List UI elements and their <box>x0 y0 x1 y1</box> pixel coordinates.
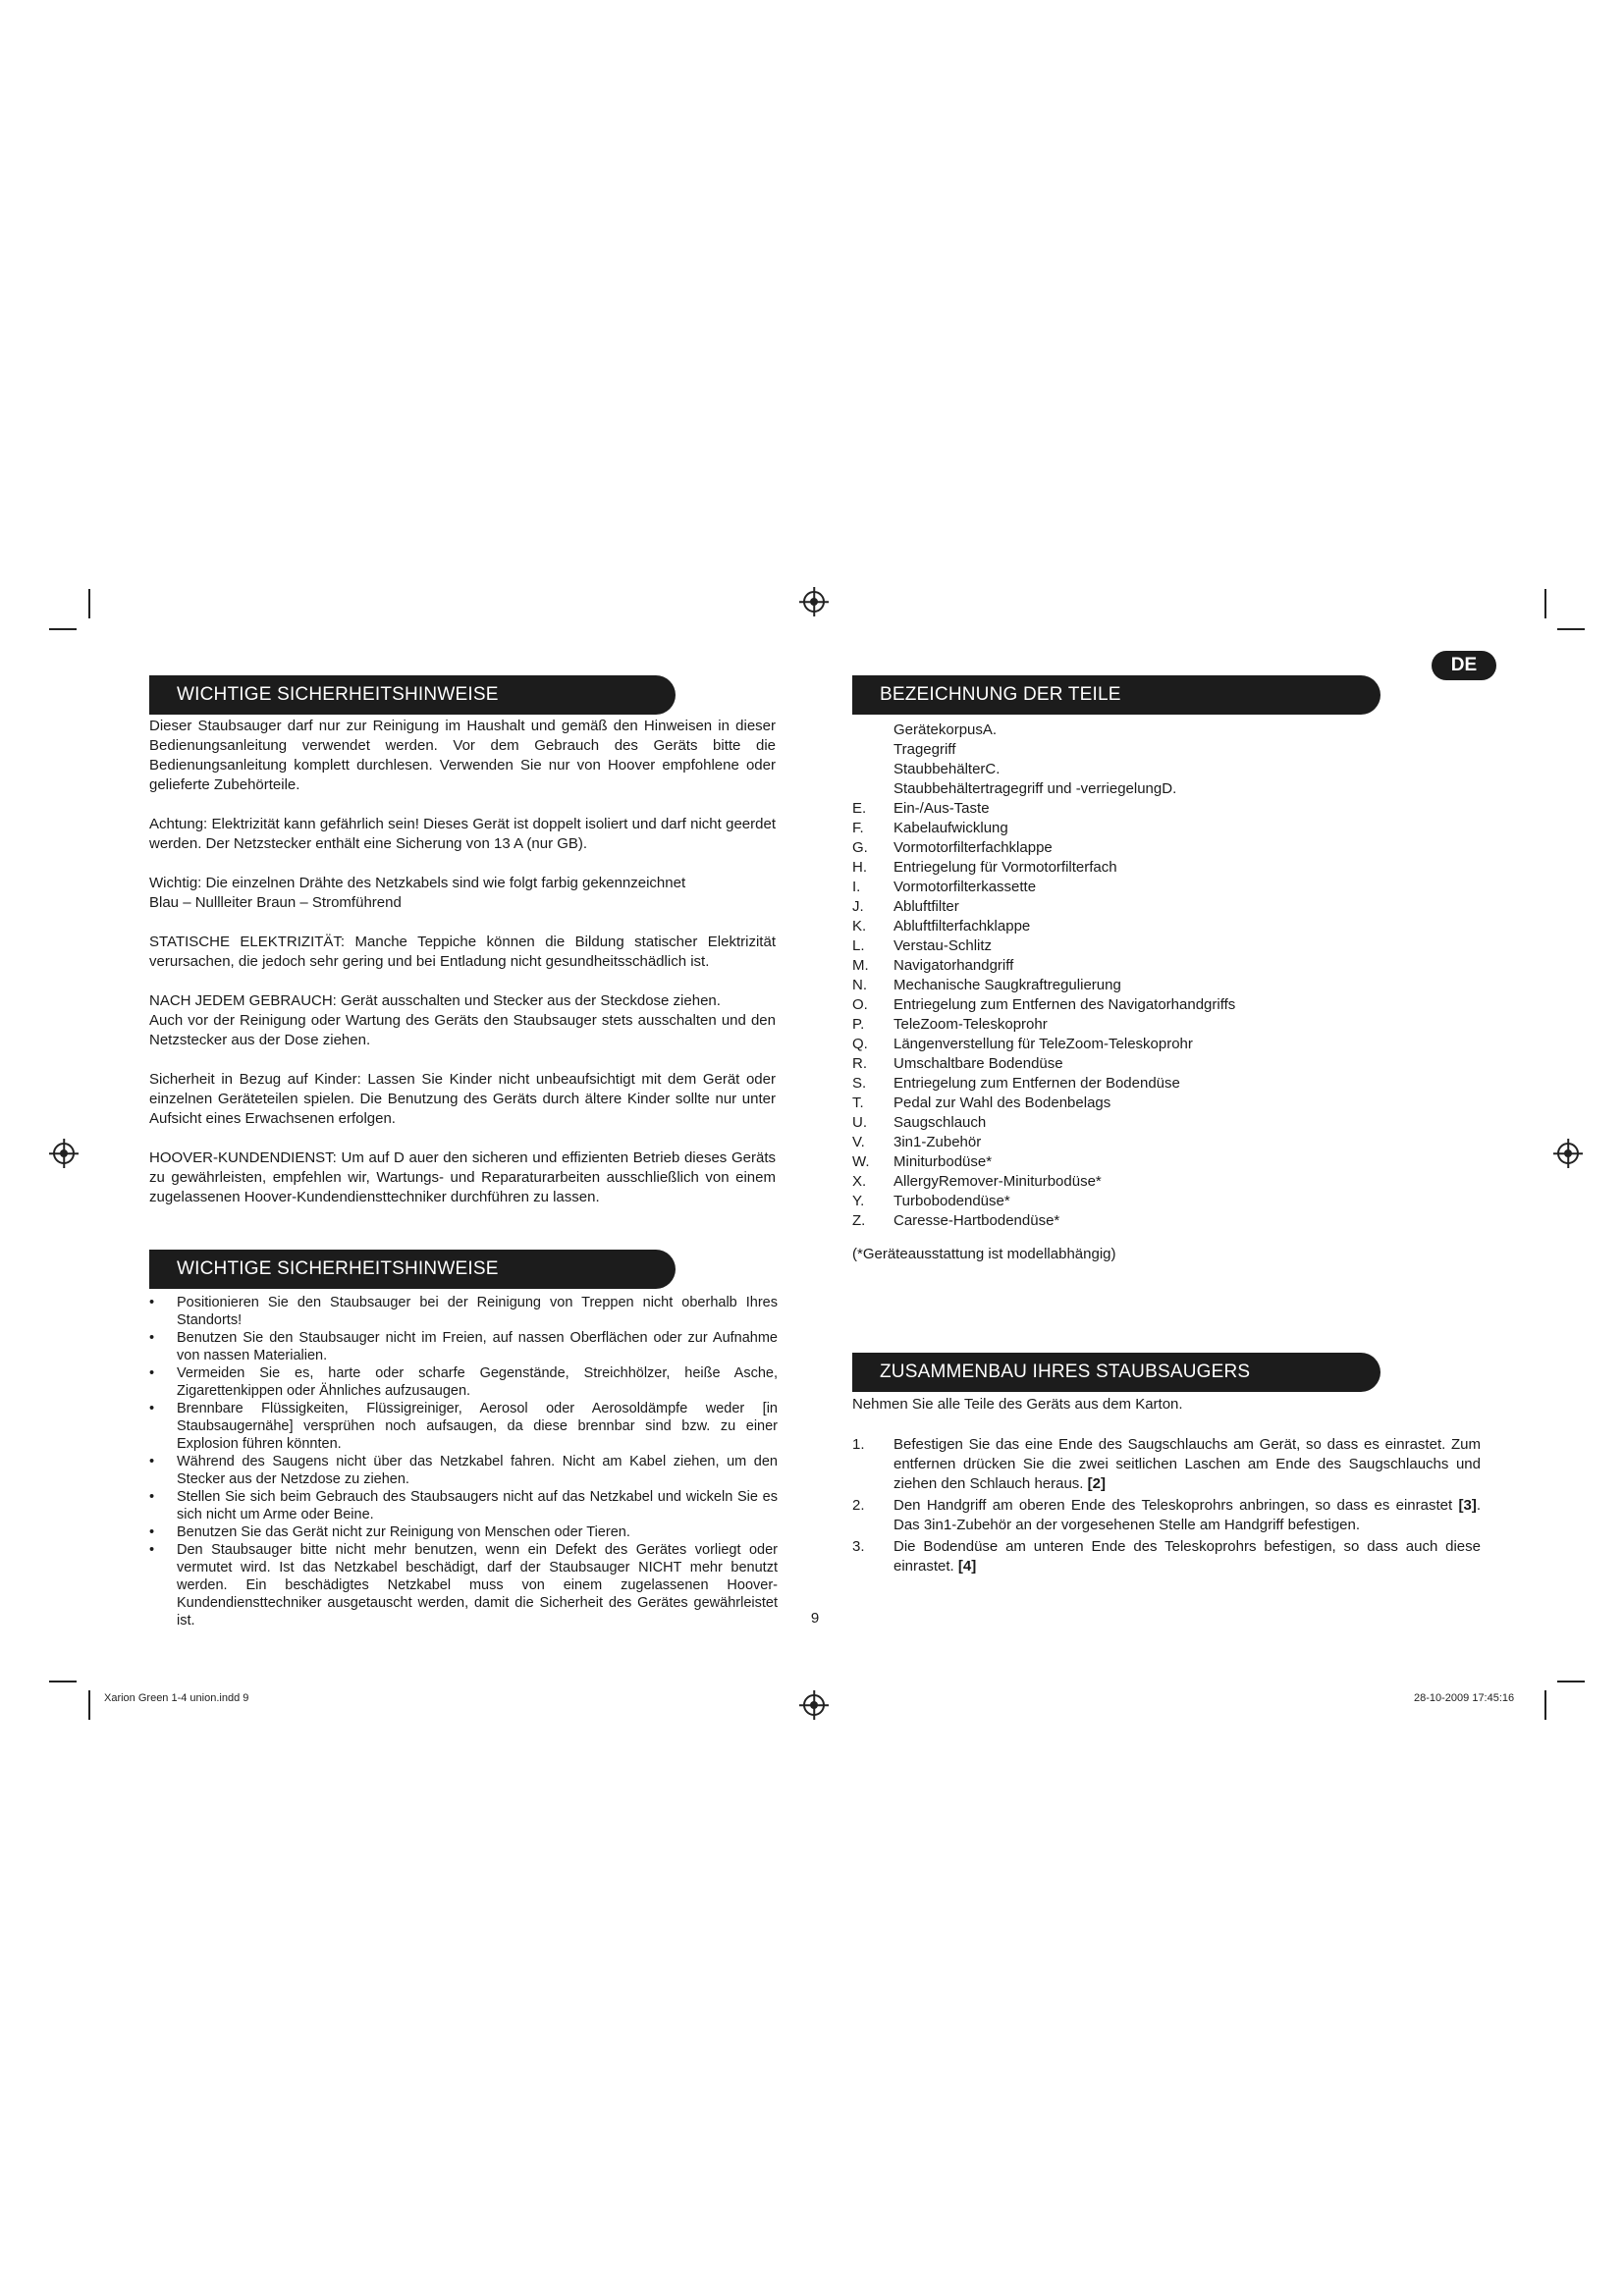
figure-ref: [3] <box>1458 1497 1477 1514</box>
step-number: 3. <box>852 1538 865 1555</box>
part-name: Tragegriff <box>893 741 956 758</box>
list-item <box>852 1496 1481 1535</box>
parts-footnote-text: (*Geräteausstattung ist modellabhängig) <box>852 1246 1116 1262</box>
crop-mark <box>1544 1690 1546 1720</box>
part-letter: J. <box>852 898 864 915</box>
figure-ref: [4] <box>957 1558 977 1575</box>
list-item: • Während des Saugens nicht über das Netzkabel fahren. Nicht am Kabel ziehen, um den Stecker aus der Netzdose zu ziehen. <box>149 1453 778 1488</box>
part-name: Entriegelung zum Entfernen des Navigatorhandgriffs <box>893 996 1236 1013</box>
part-name: GerätekorpusA. <box>893 721 998 738</box>
assembly-intro-text: Nehmen Sie alle Teile des Geräts aus dem Karton. <box>852 1396 1183 1413</box>
crop-mark <box>88 1690 90 1720</box>
safety-heading-2-text: WICHTIGE SICHERHEITSHINWEISE <box>177 1258 499 1279</box>
kinder-paragraph <box>149 1070 776 1129</box>
part-name: Abluftfilterfachklappe <box>893 918 1031 934</box>
part-letter: K. <box>852 918 867 934</box>
wichtig-line-1: Wichtig: Die einzelnen Drähte des Netzkabels sind wie folgt farbig gekennzeichnet <box>149 875 686 891</box>
part-name: Vormotorfilterkassette <box>893 879 1037 895</box>
part-name: Vormotorfilterfachklappe <box>893 839 1053 856</box>
kinder-text: Sicherheit in Bezug auf Kinder: Lassen Sie Kinder nicht unbeaufsichtigt mit dem Gerät oder einzelnen Geräteteilen spielen. Die Benutzung des Geräts durch ältere Kinder sollte nur unter Aufsicht eines Erwachsenen erfolgen. <box>149 1071 776 1127</box>
wichtig-paragraph <box>149 874 776 913</box>
crop-mark <box>88 589 90 618</box>
kundendienst-text: HOOVER-KUNDENDIENST: Um auf D auer den sicheren und effizienten Betrieb dieses Geräts zu gewährleisten, empfehlen wir, Wartungs- und Reparaturarbeiten ausschließlich von einem zugelassenen Hoover-Kundendiensttechniker durchführen zu lassen. <box>149 1149 776 1205</box>
part-name: Entriegelung für Vormotorfilterfach <box>893 859 1117 876</box>
part-name: Abluftfilter <box>893 898 959 915</box>
step-number: 1. <box>852 1436 865 1453</box>
part-letter: I. <box>852 879 861 895</box>
language-badge: DE <box>1432 651 1496 680</box>
part-name: Miniturbodüse* <box>893 1153 993 1170</box>
page-number: 9 <box>810 1610 820 1627</box>
slug-right: 28-10-2009 17:45:16 <box>1414 1692 1515 1704</box>
statisch-text: STATISCHE ELEKTRIZITÄT: Manche Teppiche können die Bildung statischer Elektrizität verursachen, die jedoch sehr gering und bei Entladung nicht gesundheitsschädlich ist. <box>149 934 776 970</box>
part-letter: Z. <box>852 1212 866 1229</box>
part-letter: L. <box>852 937 865 954</box>
step-text-after: . Das 3in1-Zubehör an der vorgesehenen Stelle am Handgriff befestigen. <box>893 1497 1481 1533</box>
part-name: AllergyRemover-Miniturbodüse* <box>893 1173 1102 1190</box>
assembly-intro <box>852 1395 1441 1415</box>
kundendienst-paragraph <box>149 1148 776 1207</box>
part-letter: E. <box>852 800 867 817</box>
safety-heading-text: WICHTIGE SICHERHEITSHINWEISE <box>177 684 499 705</box>
list-item: • Den Staubsauger bitte nicht mehr benutzen, wenn ein Defekt des Gerätes vorliegt oder vermutet wird. Ist das Netzkabel beschädigt, darf der Staubsauger NICHT mehr benutzt werden. Ein beschädigtes Netzkabel muss von einem zugelassenen Hoover-Kundendiensttechniker ausgetauscht werden, damit die Sicherheit des Gerätes gewährleistet ist. <box>149 1541 778 1629</box>
list-item <box>852 1537 1481 1576</box>
assembly-steps <box>852 1435 1481 1578</box>
list-item: • Benutzen Sie den Staubsauger nicht im Freien, auf nassen Oberflächen oder zur Aufnahme von nassen Materialien. <box>149 1329 778 1364</box>
part-letter: W. <box>852 1153 870 1170</box>
part-name: Verstau-Schlitz <box>893 937 993 954</box>
part-letter: G. <box>852 839 868 856</box>
part-name: Kabelaufwicklung <box>893 820 1008 836</box>
assembly-heading-text: ZUSAMMENBAU IHRES STAUBSAUGERS <box>880 1362 1251 1382</box>
list-item: • Stellen Sie sich beim Gebrauch des Staubsaugers nicht auf das Netzkabel und wickeln Sie es sich nicht um Arme oder Beine. <box>149 1488 778 1523</box>
step-text: Den Handgriff am oberen Ende des Teleskoprohrs anbringen, so dass es einrastet <box>893 1497 1453 1514</box>
part-letter: P. <box>852 1016 865 1033</box>
registration-mark-icon <box>1557 1143 1579 1164</box>
part-name: Saugschlauch <box>893 1114 987 1131</box>
step-text: Die Bodendüse am unteren Ende des Teleskoprohrs befestigen, so dass auch diese einrastet. <box>893 1538 1481 1575</box>
part-letter: V. <box>852 1134 865 1150</box>
list-item: • Vermeiden Sie es, harte oder scharfe Gegenstände, Streichhölzer, heiße Asche, Zigarettenkippen oder Ähnliches aufzusaugen. <box>149 1364 778 1400</box>
part-letter: O. <box>852 996 868 1013</box>
intro-text: Dieser Staubsauger darf nur zur Reinigung im Haushalt und gemäß den Hinweisen in dieser Bedienungsanleitung verwendet werden. Vor dem Gebrauch des Geräts bitte die Bedienungsanleitung komplett durchlesen. Verwenden Sie nur von Hoover empfohlene oder gelieferte Zubehörteile. <box>149 718 776 793</box>
parts-footnote <box>852 1245 1441 1264</box>
registration-mark-icon <box>803 591 825 613</box>
nach-gebrauch-paragraph <box>149 991 776 1050</box>
wichtig-line-2: Blau – Nullleiter Braun – Stromführend <box>149 894 402 911</box>
part-name: Mechanische Saugkraftregulierung <box>893 977 1121 993</box>
list-item: • Benutzen Sie das Gerät nicht zur Reinigung von Menschen oder Tieren. <box>149 1523 778 1541</box>
part-letter: R. <box>852 1055 867 1072</box>
nach-gebrauch-line-1: NACH JEDEM GEBRAUCH: Gerät ausschalten und Stecker aus der Steckdose ziehen. <box>149 992 721 1009</box>
safety-heading-2 <box>149 1250 676 1289</box>
part-name: Längenverstellung für TeleZoom-Teleskoprohr <box>893 1036 1193 1052</box>
step-text: Befestigen Sie das eine Ende des Saugschlauchs am Gerät, so dass es einrastet. Zum entfernen drücken Sie die zwei seitlichen Laschen am Ende des Saugschlauchs und ziehen den Schlauch heraus. <box>893 1436 1481 1492</box>
part-letter: Q. <box>852 1036 868 1052</box>
nach-gebrauch-line-2: Auch vor der Reinigung oder Wartung des Geräts den Staubsauger stets ausschalten und den Netzstecker aus der Dose ziehen. <box>149 1012 776 1048</box>
part-letter: T. <box>852 1095 864 1111</box>
crop-mark <box>1544 589 1546 618</box>
part-name: Turbobodendüse* <box>893 1193 1010 1209</box>
part-name: Ein-/Aus-Taste <box>893 800 990 817</box>
achtung-text: Achtung: Elektrizität kann gefährlich sein! Dieses Gerät ist doppelt isoliert und darf nicht geerdet werden. Der Netzstecker enthält eine Sicherung von 13 A (nur GB). <box>149 816 776 852</box>
registration-mark-icon <box>803 1694 825 1716</box>
part-letter: H. <box>852 859 867 876</box>
part-name: Entriegelung zum Entfernen der Bodendüse <box>893 1075 1180 1092</box>
crop-mark <box>49 1681 77 1682</box>
slug-left: Xarion Green 1-4 union.indd 9 <box>104 1692 249 1704</box>
part-letter: F. <box>852 820 864 836</box>
crop-mark <box>1557 1681 1585 1682</box>
part-name: Navigatorhandgriff <box>893 957 1014 974</box>
part-letter: M. <box>852 957 869 974</box>
assembly-heading <box>852 1353 1380 1392</box>
part-name: TeleZoom-Teleskoprohr <box>893 1016 1048 1033</box>
part-name: StaubbehälterC. <box>893 761 1001 777</box>
part-name: Staubbehältertragegriff und -verriegelungD. <box>893 780 1177 797</box>
step-number: 2. <box>852 1497 865 1514</box>
safety-heading <box>149 675 676 715</box>
part-name: 3in1-Zubehör <box>893 1134 982 1150</box>
list-item: • Brennbare Flüssigkeiten, Flüssigreiniger, Aerosol oder Aerosoldämpfe weder [in Staubsaugernähe] versprühen noch aufsaugen, da diese brennbar sind bzw. zu einer Explosion führen könnten. <box>149 1400 778 1453</box>
registration-mark-icon <box>53 1143 75 1164</box>
part-letter: U. <box>852 1114 867 1131</box>
part-letter: N. <box>852 977 867 993</box>
part-letter: X. <box>852 1173 867 1190</box>
part-letter: Y. <box>852 1193 865 1209</box>
crop-mark <box>1557 628 1585 630</box>
part-name: Caresse-Hartbodendüse* <box>893 1212 1060 1229</box>
figure-ref: [2] <box>1087 1475 1106 1492</box>
part-name: Umschaltbare Bodendüse <box>893 1055 1063 1072</box>
parts-heading-text: BEZEICHNUNG DER TEILE <box>880 684 1121 705</box>
statisch-paragraph <box>149 933 776 972</box>
safety-bullet-list <box>149 1294 778 1629</box>
part-name: Pedal zur Wahl des Bodenbelags <box>893 1095 1111 1111</box>
intro-paragraph <box>149 717 776 795</box>
achtung-paragraph <box>149 815 776 854</box>
list-item <box>852 1435 1481 1494</box>
parts-heading <box>852 675 1380 715</box>
list-item: • Positionieren Sie den Staubsauger bei der Reinigung von Treppen nicht oberhalb Ihres Standorts! <box>149 1294 778 1329</box>
part-letter: S. <box>852 1075 867 1092</box>
crop-mark <box>49 628 77 630</box>
